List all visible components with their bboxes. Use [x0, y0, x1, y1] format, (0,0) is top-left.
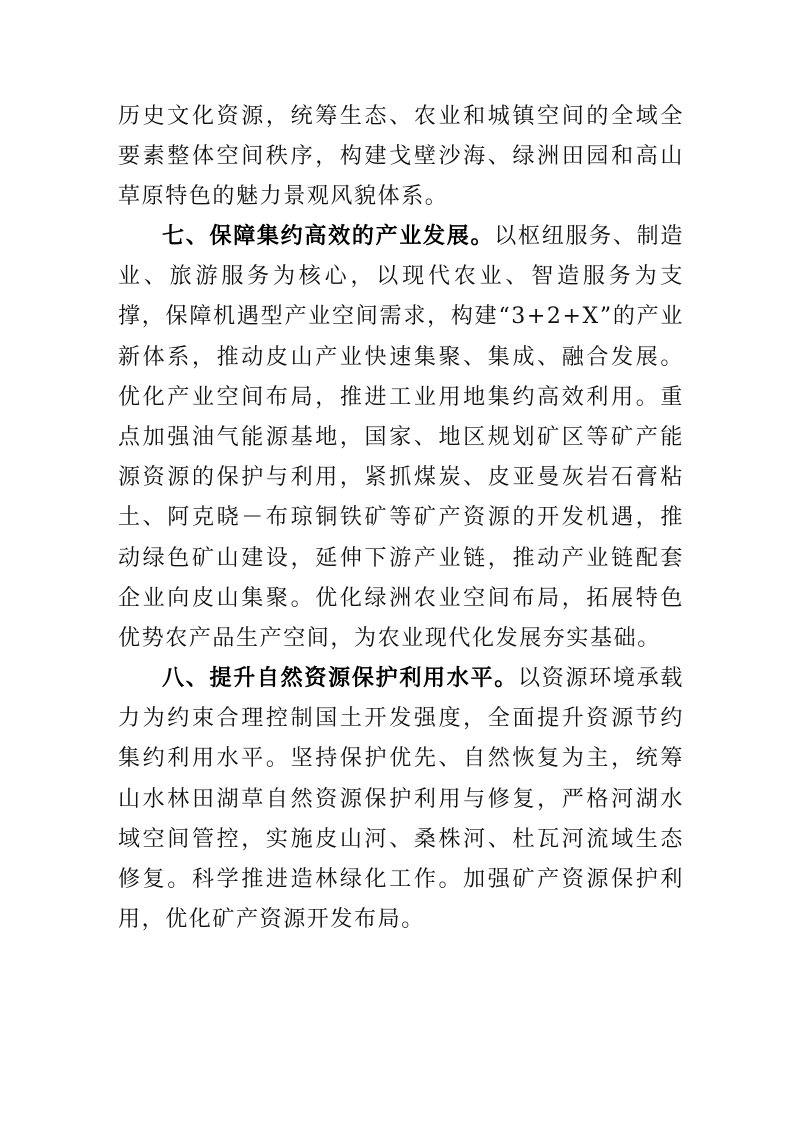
paragraph-body: 以枢纽服务、制造业、旅游服务为核心，以现代农业、智造服务为支撑，保障机遇型产业空间需求，构建“3+2+X”的产业新体系，推动皮山产业快速集聚、集成、融合发展。优化产业空间布局，推进工业用地集约高效利用。重点加强油气能源基地，国家、地区规划矿区等矿产能源资源的保护与利用，紧抓煤炭、皮亚曼灰岩石膏粘土、阿克晓－布琼铜铁矿等矿产资源的开发机遇，推动绿色矿山建设，延伸下游产业链，推动产业链配套企业向皮山集聚。优化绿洲农业空间布局，拓展特色优势农产品生产空间，为农业现代化发展夯实基础。	[118, 224, 684, 652]
paragraph-body: 历史文化资源，统筹生态、农业和城镇空间的全域全要素整体空间秩序，构建戈壁沙海、绿洲田园和高山草原特色的魅力景观风貌体系。	[118, 104, 684, 210]
paragraph-text	[118, 659, 684, 940]
section-heading-7: 七、保障集约高效的产业发展。	[162, 224, 495, 249]
paragraph-industry	[118, 217, 684, 659]
section-heading-8: 八、提升自然资源保护利用水平。	[162, 666, 518, 691]
paragraph-text	[118, 217, 684, 659]
paragraph-natural-resources	[118, 659, 684, 940]
paragraph-continuation	[118, 97, 684, 218]
paragraph-body: 以资源环境承载力为约束合理控制国土开发强度，全面提升资源节约集约利用水平。坚持保护优先、自然恢复为主，统筹山水林田湖草自然资源保护利用与修复，严格河湖水域空间管控，实施皮山河、桑株河、杜瓦河流域生态修复。科学推进造林绿化工作。加强矿产资源保护利用，优化矿产资源开发布局。	[118, 666, 684, 933]
